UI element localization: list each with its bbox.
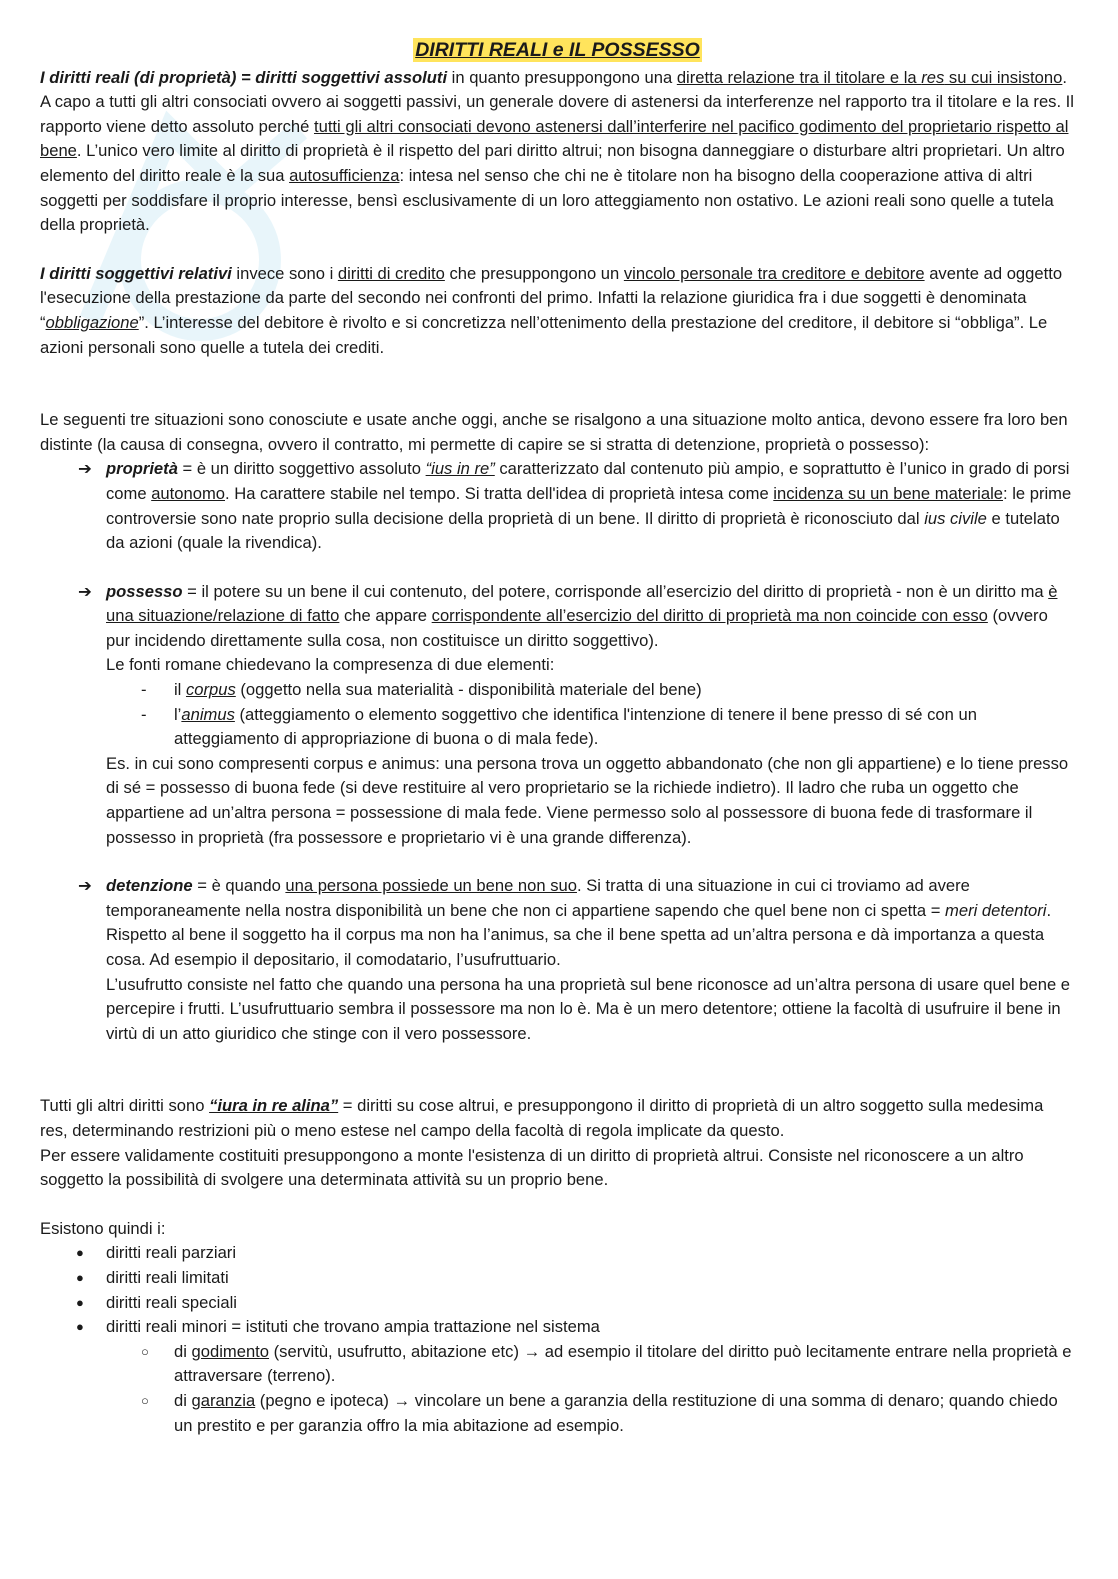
list-item-text: diritti reali speciali xyxy=(106,1292,237,1312)
list-item-detenzione xyxy=(40,874,1075,972)
paragraph-iura-in-re-alina xyxy=(40,1094,1075,1143)
term-godimento: godimento xyxy=(191,1341,270,1361)
text: che presuppongono un xyxy=(444,263,624,283)
text: Tutti gli altri diritti sono xyxy=(40,1096,210,1116)
underlined-text: corrispondente all’esercizio del diritto di proprietà ma non coincide con esso xyxy=(431,606,988,626)
text: . A capo a tutti gli altri consociati ovvero ai soggetti passivi, un generale dovere di astenersi da interferenze nel rapporto tra il titolare e la res. Il rapporto viene detto assoluto perché xyxy=(40,67,1074,136)
underlined-text: diritti di credito xyxy=(337,263,445,283)
text: . Si tratta di una situazione in cui ci troviamo ad avere temporaneamente nella nostra disponibilità un bene che non ci appartiene sapendo che quel bene non ci spetta = xyxy=(106,876,970,920)
text: = è un diritto soggettivo assoluto xyxy=(177,459,426,479)
text: invece sono i xyxy=(231,263,338,283)
possesso-fonti: Le fonti romane chiedevano la compresenza di due elementi: xyxy=(106,655,555,675)
underlined-text: una persona possiede un bene non suo xyxy=(285,876,577,896)
underlined-italic-text: res xyxy=(921,67,945,87)
italic-text: ius civile xyxy=(924,508,987,528)
bullet-icon: ● xyxy=(76,1245,84,1261)
text: avente ad oggetto l'esecuzione della prestazione da parte del secondo nei confronti del primo. Infatti la relazione giuridica fra i due soggetti è denominata “ xyxy=(40,263,1063,332)
text: di xyxy=(174,1341,192,1361)
list-item-animus xyxy=(40,703,1075,752)
possesso-esempio: Es. in cui sono compresenti corpus e animus: una persona trova un oggetto abbandonato (che non gli appartiene) e lo tiene presso di sé = possesso di buona fede (si deve restituire al vero proprietario se la richiede indietro). Il ladro che ruba un oggetto che appartiene ad un’altra persona = possessione di mala fede. Viene permesso solo al possessore di buona fede di trasformare il possesso in proprietà (fra possessore e proprietario vi è una grande differenza). xyxy=(106,753,1069,847)
paragraph-diritti-reali xyxy=(40,66,1075,238)
text: (ovvero pur incidendo direttamente sulla cosa, non costituisce un diritto soggettivo). xyxy=(106,606,1048,650)
page-title: DIRITTI REALI e IL POSSESSO xyxy=(415,39,700,61)
text: il xyxy=(174,680,186,700)
underlined-italic-text: “ius in re” xyxy=(425,459,495,479)
underlined-text: vincolo personale tra creditore e debitore xyxy=(623,263,925,283)
bullet-icon: ● xyxy=(76,1319,84,1335)
paragraph-diritti-relativi xyxy=(40,262,1075,360)
underlined-text: autonomo xyxy=(151,483,225,503)
list-item-possesso xyxy=(40,580,1075,654)
text: e tutelato da azioni (quale la rivendica). xyxy=(106,508,1060,553)
term-animus: animus xyxy=(181,704,235,724)
esistono-heading: Esistono quindi i: xyxy=(40,1218,166,1238)
text: l’ xyxy=(174,704,182,724)
text: (pegno e ipoteca) → vincolare un bene a garanzia della restituzione di una somma di denaro; quando chiedo un prestito e per garanzia offro la mia abitazione ad esempio. xyxy=(174,1390,1058,1435)
circle-bullet-icon: ○ xyxy=(141,1392,149,1408)
title-wrap xyxy=(40,38,1075,64)
bullet-icon: ● xyxy=(76,1269,84,1285)
underlined-text: diretta relazione tra il titolare e la xyxy=(676,67,922,87)
detenzione-usufrutto: L’usufrutto consiste nel fatto che quando una persona ha una proprietà sul bene riconosce ad un’altra persona di usare quel bene e percepire i frutti. L’usufruttuario sembra il possessore ma non lo è. Ma è un mero detentore; ottiene la facoltà di usufruire il bene in virtù di un atto giuridico che stinge con il vero possessore. xyxy=(106,974,1071,1043)
list-item xyxy=(40,1291,1075,1316)
list-item xyxy=(40,1315,1075,1340)
text: (servitù, usufrutto, abitazione etc) → ad esempio il titolare del diritto può lecitamente entrare nella proprietà e attraversare (terreno). xyxy=(174,1341,1072,1386)
list-item-text: diritti reali limitati xyxy=(106,1267,229,1287)
text: : le prime controversie sono nate proprio sulla decisione della proprietà di un bene. Il diritto di proprietà è riconosciuto dal xyxy=(106,483,1072,528)
dash-icon: - xyxy=(141,680,147,700)
term-iura-in-re-alina: “iura in re alina” xyxy=(209,1096,339,1116)
text: di xyxy=(174,1390,192,1410)
term-diritti-relativi: I diritti soggettivi relativi xyxy=(40,263,232,283)
underlined-text: incidenza su un bene materiale xyxy=(773,483,1003,503)
text: = è quando xyxy=(192,876,286,896)
text: che appare xyxy=(339,606,432,626)
term-detenzione: detenzione xyxy=(106,876,193,896)
sub-list-item-garanzia xyxy=(40,1389,1075,1438)
term-possesso: possesso xyxy=(106,581,183,601)
underlined-italic-text: obbligazione xyxy=(45,312,139,332)
text: ”. L’interesse del debitore è rivolto e si concretizza nell’ottenimento della prestazione del creditore, il debitore si “obbliga”. Le azioni personali sono quelle a tutela dei crediti. xyxy=(40,312,1048,357)
document-page xyxy=(40,38,1075,1438)
underlined-text: autosufficienza xyxy=(289,165,400,185)
arrow-icon: ➔ xyxy=(78,876,92,896)
arrow-icon: ➔ xyxy=(78,581,92,601)
term-proprieta: proprietà xyxy=(106,459,178,479)
paragraph-tre-situazioni: Le seguenti tre situazioni sono conosciute e usate anche oggi, anche se risalgono a una situazione molto antica, devono essere fra loro ben distinte (la causa di consegna, ovvero il contratto, mi permette di capire se si stratta di detenzione, proprietà o possesso): xyxy=(40,410,1068,454)
text: . Rispetto al bene il soggetto ha il corpus ma non ha l’animus, sa che il bene spetta ad un’altra persona e dà importanza a questa cosa. Ad esempio il depositario, il comodatario, l’usufruttuario. xyxy=(106,900,1052,969)
dash-icon: - xyxy=(141,704,147,724)
list-item-text: diritti reali minori = istituti che trovano ampia trattazione nel sistema xyxy=(106,1317,600,1337)
term-garanzia: garanzia xyxy=(191,1390,256,1410)
underlined-text: su cui insistono xyxy=(944,67,1063,87)
text: = diritti su cose altrui, e presuppongono il diritto di proprietà di un altro soggetto sulla medesima res, determinando restrizioni più o meno estese nel campo della facoltà di regola implicate da questo. xyxy=(40,1096,1044,1140)
arrow-icon: ➔ xyxy=(78,459,92,479)
bullet-icon: ● xyxy=(76,1294,84,1310)
list-item xyxy=(40,1241,1075,1266)
list-item-corpus xyxy=(40,678,1075,703)
text: caratterizzato dal contenuto più ampio, e soprattutto è l’unico in grado di porsi come xyxy=(106,459,1070,503)
circle-bullet-icon: ○ xyxy=(141,1343,149,1359)
underlined-text: è una situazione/relazione di fatto xyxy=(106,581,1058,626)
text: : intesa nel senso che chi ne è titolare non ha bisogno della cooperazione attiva di altri soggetti per soddisfare il proprio interesse, bensì esclusivamente di un loro atteggiamento non ostativo. Le azioni reali sono quelle a tutela della proprietà. xyxy=(40,165,1054,235)
text: . Ha carattere stabile nel tempo. Si tratta dell'idea di proprietà intesa come xyxy=(225,483,774,503)
list-item xyxy=(40,1266,1075,1291)
term-corpus: corpus xyxy=(185,680,236,700)
list-item-text: diritti reali parziari xyxy=(106,1243,237,1263)
list-item-proprieta xyxy=(40,457,1075,555)
text: (oggetto nella sua materialità - disponibilità materiale del bene) xyxy=(235,680,702,700)
text: . L’unico vero limite al diritto di proprietà è il rispetto del pari diritto altrui; non bisogna danneggiare o disturbare altri proprietari. Un altro elemento del diritto reale è la sua xyxy=(40,141,1065,185)
text: in quanto presuppongono una xyxy=(447,67,677,87)
text: (atteggiamento o elemento soggettivo che identifica l'intenzione di tenere il bene presso di sé con un atteggiamento di appropriazione di buona o di mala fede). xyxy=(174,704,977,749)
underlined-text: tutti gli altri consociati devono astenersi dall’interferire nel pacifico godimento del proprietario rispetto al bene xyxy=(40,116,1069,161)
term-diritti-reali: I diritti reali (di proprietà) = diritti soggettivi assoluti xyxy=(40,67,448,87)
italic-text: meri detentori xyxy=(945,900,1047,920)
text: = il potere su un bene il cui contenuto, del potere, corrisponde all’esercizio del diritto di proprietà - non è un diritto ma xyxy=(182,581,1049,601)
paragraph-validamente: Per essere validamente costituiti presuppongono a monte l'esistenza di un diritto di proprietà altrui. Consiste nel riconoscere a un altro soggetto la possibilità di svolgere una determinata attività su un proprio bene. xyxy=(40,1145,1024,1190)
sub-list-item-godimento xyxy=(40,1340,1075,1389)
